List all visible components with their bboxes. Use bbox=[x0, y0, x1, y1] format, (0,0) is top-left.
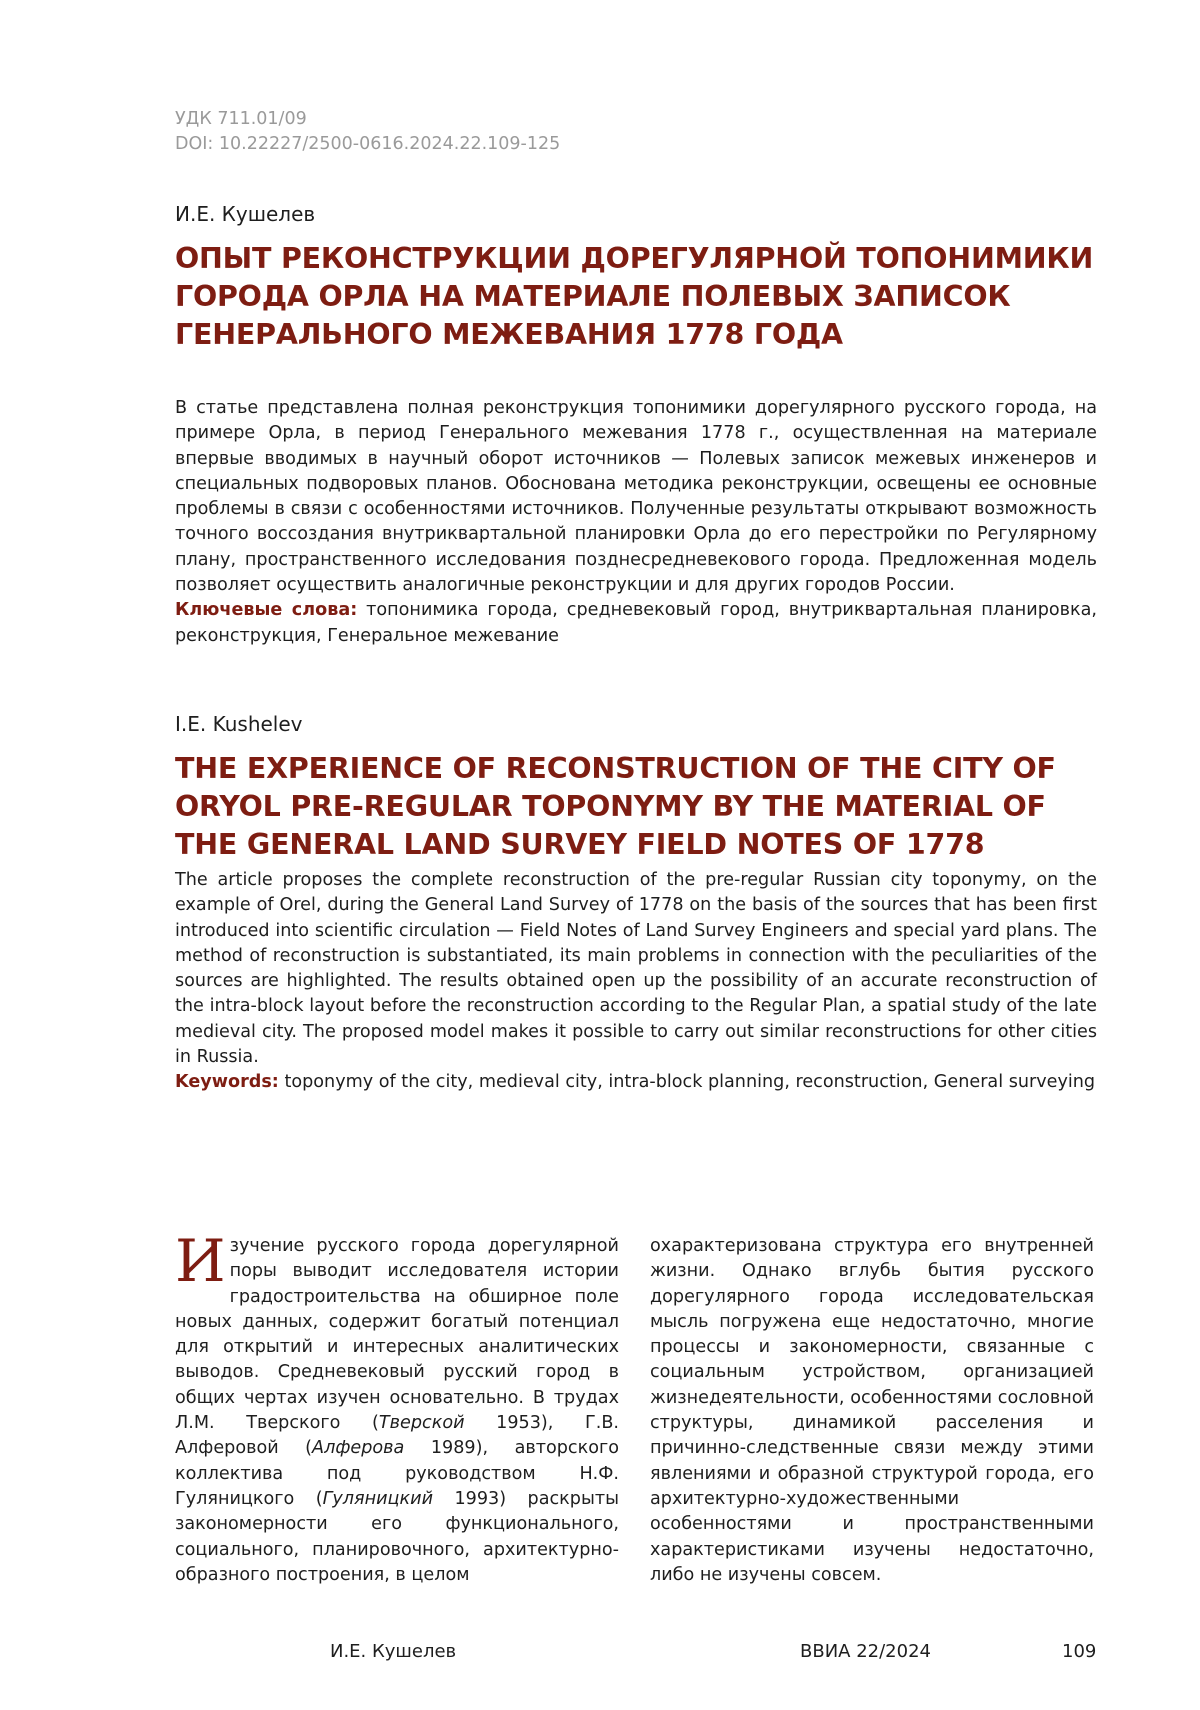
drop-cap: И bbox=[175, 1227, 226, 1295]
body-text-ref2-year: 1989), авторского коллектива под руководством Н.Ф. Гуляницкого ( bbox=[175, 1438, 619, 1509]
title-en: THE EXPERIENCE OF RECONSTRUCTION OF THE CITY OF ORYOL PRE-REGULAR TOPONYMY BY THE MATERIAL OF THE GENERAL LAND SURVEY FIELD NOTES OF 1778 bbox=[175, 752, 1056, 861]
reference-alferova: Алферова bbox=[312, 1438, 405, 1459]
keywords-label-ru: Ключевые слова: bbox=[175, 600, 358, 621]
reference-tverskoy: Тверской bbox=[378, 1413, 465, 1434]
doi: DOI: 10.22227/2500-0616.2024.22.109-125 bbox=[175, 134, 561, 154]
abstract-en bbox=[175, 868, 1097, 1096]
abstract-ru bbox=[175, 396, 1097, 649]
footer-author: И.Е. Кушелев bbox=[330, 1641, 457, 1662]
author-en: I.E. Kushelev bbox=[175, 712, 303, 736]
keywords-ru: топонимика города, средневековый город, внутриквартальная планировка, реконструкция, Генеральное межевание bbox=[175, 600, 1097, 646]
keywords-en: toponymy of the city, medieval city, intra-block planning, reconstruction, General surveying bbox=[278, 1072, 1096, 1093]
body-text-start: зучение русского города дорегулярной поры выводит исследователя истории градостроительства на обширное поле новых данных, содержит богатый потенциал для открытий и интересных аналитических выводов. Средневековый русский город в общих чертах изучен основательно. В трудах Л.М. Тверского ( bbox=[175, 1236, 619, 1434]
body-text-ref1-year: 1953), Г.В. Алферовой ( bbox=[175, 1413, 619, 1459]
title-ru: ОПЫТ РЕКОНСТРУКЦИИ ДОРЕГУЛЯРНОЙ ТОПОНИМИКИ ГОРОДА ОРЛА НА МАТЕРИАЛЕ ПОЛЕВЫХ ЗАПИСОК ГЕНЕРАЛЬНОГО МЕЖЕВАНИЯ 1778 ГОДА bbox=[175, 242, 1094, 351]
abstract-en-text: The article proposes the complete reconstruction of the pre-regular Russian city toponymy, on the example of Orel, during the General Land Survey of 1778 on the basis of the sources that has been first introduced into scientific circulation — Field Notes of Land Survey Engineers and special yard plans. The method of reconstruction is substantiated, its main problems in connection with the peculiarities of the sources are highlighted. The results obtained open up the possibility of an accurate reconstruction of the intra-block layout before the reconstruction according to the Regular Plan, a spatial study of the late medieval city. The proposed model makes it possible to carry out similar reconstructions for other cities in Russia. bbox=[175, 870, 1097, 1068]
author-ru: И.Е. Кушелев bbox=[175, 202, 316, 226]
article-meta bbox=[175, 107, 560, 157]
udk-code: УДК 711.01/09 bbox=[175, 109, 307, 129]
page-number: 109 bbox=[1062, 1641, 1097, 1662]
body-column-left bbox=[175, 1227, 619, 1588]
abstract-ru-text: В статье представлена полная реконструкция топонимики дорегулярного русского города, на примере Орла, в период Генерального межевания 1778 г., осуществленная на материале впервые вводимых в научный оборот источников — Полевых записок межевых инженеров и специальных подворовых планов. Обоснована методика реконструкции, освещены ее основные проблемы в связи с особенностями источников. Полученные результаты открывают возможность точного воссоздания внутриквартальной планировки Орла до его перестройки по Регулярному плану, пространственного исследования позднесредневекового города. Предложенная модель позволяет осуществить аналогичные реконструкции и для других городов России. bbox=[175, 398, 1097, 596]
footer-journal: ВВИА 22/2024 bbox=[800, 1641, 931, 1662]
body-text-left-end: 1993) раскрыты закономерности его функционального, социального, планировочного, архитектурно-образного построения, в целом bbox=[175, 1488, 619, 1585]
keywords-label-en: Keywords: bbox=[175, 1072, 279, 1093]
body-column-right: охарактеризована структура его внутренней жизни. Однако вглубь бытия русского дорегулярного города исследовательская мысль погружена еще недостаточно, многие процессы и закономерности, связанные с социальным устройством, организацией жизнедеятельности, особенностями сословной структуры, динамикой расселения и причинно-следственные связи между этими явлениями и образной структурой города, его архитектурно-художественными особенностями и пространственными характеристиками изучены недостаточно, либо не изучены совсем. bbox=[650, 1236, 1094, 1585]
reference-gulyanitsky: Гуляницкий bbox=[322, 1488, 434, 1509]
